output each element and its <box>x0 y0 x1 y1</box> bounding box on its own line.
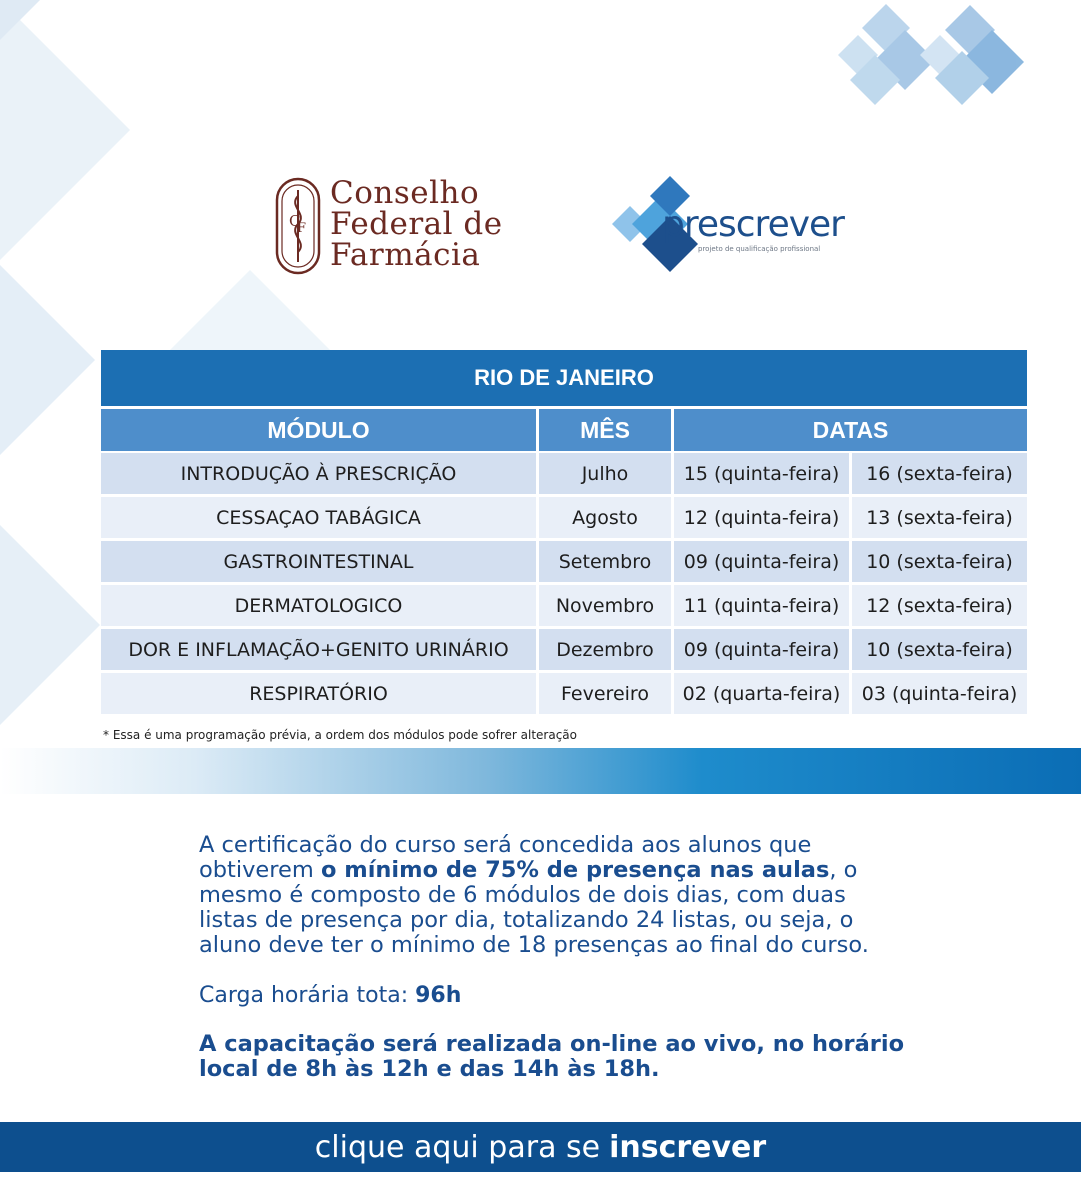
column-header-module: MÓDULO <box>101 409 536 451</box>
month-cell: Fevereiro <box>539 673 671 714</box>
workload-label: Carga horária tota: <box>199 983 416 1008</box>
cff-line-3: Farmácia <box>330 237 481 273</box>
month-cell: Agosto <box>539 497 671 538</box>
cert-text-b: , o mesmo é composto de 6 módulos de dois dias, com duas listas de presença por dia, totalizando 24 listas, ou seja, o aluno deve ter o mínimo de 18 presenças ao final do curso. <box>199 857 869 958</box>
subscribe-button[interactable] <box>0 1122 1081 1172</box>
cff-line-1: Conselho <box>330 175 480 211</box>
schedule-note: * Essa é uma programação prévia, a ordem dos módulos pode sofrer alteração <box>103 728 578 742</box>
table-row <box>101 629 1027 670</box>
date2-cell: 13 (sexta-feira) <box>852 497 1027 538</box>
svg-text:F: F <box>297 221 307 236</box>
date2-cell: 12 (sexta-feira) <box>852 585 1027 626</box>
module-cell: GASTROINTESTINAL <box>101 541 536 582</box>
table-row <box>101 585 1027 626</box>
month-cell: Novembro <box>539 585 671 626</box>
cert-text-bold: o mínimo de 75% de presença nas aulas <box>320 857 830 883</box>
workload-line <box>199 983 461 1008</box>
date1-cell: 02 (quarta-feira) <box>674 673 849 714</box>
gradient-band <box>0 748 1081 794</box>
city-header: RIO DE JANEIRO <box>101 350 1027 406</box>
month-cell: Julho <box>539 453 671 494</box>
online-schedule-text: A capacitação será realizada on-line ao vivo, no horário local de 8h às 12h e das 14h às 18h. <box>199 1031 905 1082</box>
subscribe-emphasis: inscrever <box>609 1129 767 1165</box>
column-header-dates: DATAS <box>674 409 1027 451</box>
date1-cell: 09 (quinta-feira) <box>674 541 849 582</box>
subscribe-prefix: clique aqui para se <box>314 1129 601 1165</box>
month-cell: Dezembro <box>539 629 671 670</box>
table-row <box>101 453 1027 494</box>
module-cell: INTRODUÇÃO À PRESCRIÇÃO <box>101 453 536 494</box>
date1-cell: 15 (quinta-feira) <box>674 453 849 494</box>
date2-cell: 10 (sexta-feira) <box>852 629 1027 670</box>
cert-text-a: A certificação do curso será concedida aos alunos que obtiverem <box>199 832 812 883</box>
prescrever-logo <box>612 176 862 276</box>
date1-cell: 11 (quinta-feira) <box>674 585 849 626</box>
cff-line-2: Federal de <box>330 206 503 242</box>
cff-logo <box>274 175 503 276</box>
cff-logo-text <box>330 175 503 273</box>
certification-info <box>199 833 899 958</box>
module-cell: CESSAÇAO TABÁGICA <box>101 497 536 538</box>
module-cell: DERMATOLOGICO <box>101 585 536 626</box>
date1-cell: 09 (quinta-feira) <box>674 629 849 670</box>
table-row <box>101 673 1027 714</box>
module-cell: RESPIRATÓRIO <box>101 673 536 714</box>
date2-cell: 10 (sexta-feira) <box>852 541 1027 582</box>
column-header-month: MÊS <box>539 409 671 451</box>
prescrever-tagline: projeto de qualificação profissional <box>698 245 821 253</box>
prescrever-wordmark: prescrever <box>662 204 844 245</box>
date2-cell: 16 (sexta-feira) <box>852 453 1027 494</box>
table-row <box>101 541 1027 582</box>
svg-text:C: C <box>289 212 301 230</box>
caduceus-emblem-icon <box>274 176 322 276</box>
date2-cell: 03 (quinta-feira) <box>852 673 1027 714</box>
module-cell: DOR E INFLAMAÇÃO+GENITO URINÁRIO <box>101 629 536 670</box>
month-cell: Setembro <box>539 541 671 582</box>
table-row <box>101 497 1027 538</box>
workload-value: 96h <box>415 983 462 1008</box>
date1-cell: 12 (quinta-feira) <box>674 497 849 538</box>
